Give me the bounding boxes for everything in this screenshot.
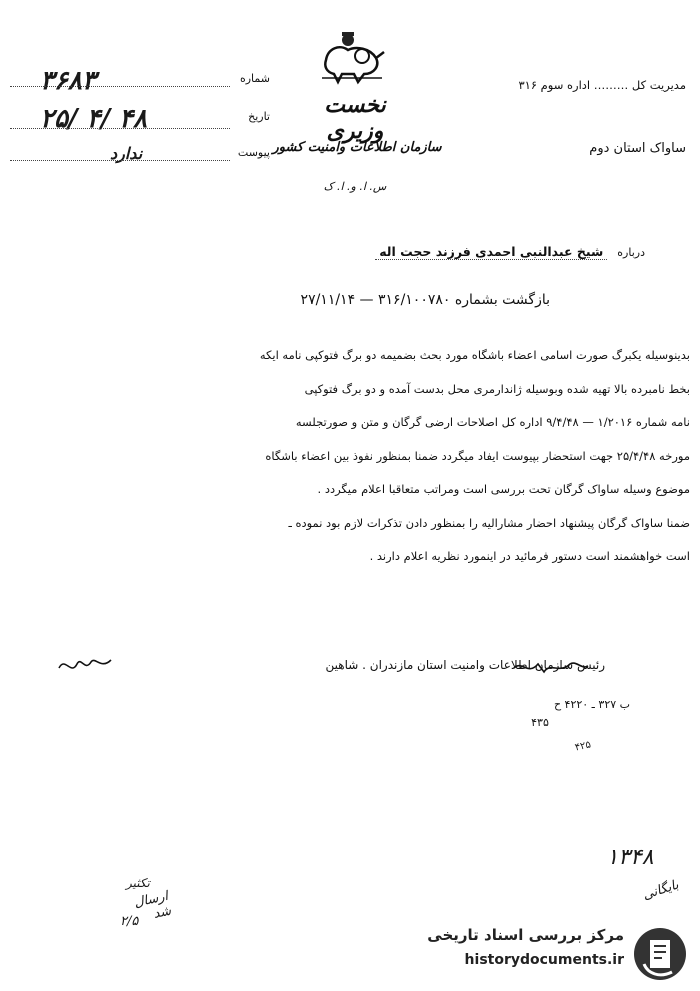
handwritten-note-left (110, 872, 173, 932)
organization-title: سازمان اطلاعات وامنیت کشور (272, 140, 442, 155)
number-underline (10, 86, 230, 87)
watermark-title: مرکز بررسی اسناد تاریخی (427, 926, 624, 944)
attachment-field (10, 140, 270, 164)
number-label: شماره (239, 72, 270, 85)
body-line: مورخه ۲۵/۴/۴۸ جهت استحضار بپیوست ایفاد میگردد ضمنا بمنظور نفوذ بین اعضاء باشگاه (265, 448, 690, 463)
body-line: نامه شماره ۱/۲۰۱۶ — ۹/۴/۴۸ اداره کل اصلاحات ارضی گرگان و متن و صورتجلسه (295, 415, 690, 429)
header-office-line: ساواک استان دوم (589, 141, 686, 156)
signatory-title: رئیس سازمان اطلاعات وامنیت استان مازندران . شاهین (325, 658, 605, 672)
number-field (10, 66, 270, 96)
document-archive-icon (630, 924, 690, 984)
number-value: ۳۶۸۳ (40, 66, 96, 96)
body-line: ضمنا ساواک گرگان پیشنهاد احضار مشارالیه را بمنظور دادن تذکرات لازم بود نموده ـ (288, 515, 690, 530)
date-underline (10, 128, 230, 129)
body-line: بدینوسیله یکبرگ صورت اسامی اعضاء باشگاه مورد بحث بضمیمه دو برگ فتوکپی نامه ایکه (259, 348, 690, 362)
header-department-line: مدیریت کل ……… اداره سوم ۳۱۶ (518, 78, 686, 92)
handwritten-year: ۱۳۴۸ (606, 845, 654, 870)
attachment-label: پیوست (237, 146, 270, 159)
ministry-title: نخست وزیری (324, 92, 386, 144)
subject-line (285, 244, 645, 259)
handwritten-note-left-line: تکثیر (126, 876, 150, 890)
body-line: بخط نامبرده بالا تهیه شده وبوسیله ژاندارمری محل بدست آمده و دو برگ فتوکپی (304, 381, 690, 396)
date-value: ۲۵/ ۴/ ۴۸ (40, 104, 147, 134)
lion-and-sun-emblem-icon (318, 30, 388, 88)
handwritten-signature-right (510, 652, 590, 682)
subject-value: شیخ عبدالنبی احمدی فرزند حجت اله (375, 244, 607, 260)
handwritten-signature-left (55, 650, 115, 680)
margin-note: ۴۲۵ (573, 739, 593, 754)
watermark-logo (426, 922, 696, 988)
watermark-url: historydocuments.ir (464, 952, 624, 968)
date-field (10, 104, 270, 132)
handwritten-note-right: بایگانی (640, 877, 681, 904)
date-label: تاریخ (248, 110, 270, 123)
attachment-value: ندارد (110, 144, 143, 163)
letter-body (20, 344, 690, 579)
handwritten-note-left-line: ۲/۵ (120, 914, 139, 929)
copy-number: ۴۳۵ (531, 716, 549, 729)
subject-label: درباره (617, 246, 645, 259)
copy-reference: ب ۳۲۷ ـ ۴۲۲۰ ح (553, 698, 630, 711)
handwritten-note-left-line: ارسال شد (132, 888, 173, 922)
reference-line: بازگشت بشماره ۳۱۶/۱۰۰۷۸۰ — ۲۷/۱۱/۱۴ (300, 292, 550, 308)
body-line: موضوع وسیله ساواک گرگان تحت بررسی است ومراتب متعاقبا اعلام میگردد . (317, 482, 690, 496)
body-line: است خواهشمند است دستور فرمائید در اینمورد نظریه اعلام دارند . (369, 549, 690, 563)
attachment-underline (10, 160, 230, 161)
organization-abbreviation: س. ا. و. ا. ک (323, 180, 387, 193)
